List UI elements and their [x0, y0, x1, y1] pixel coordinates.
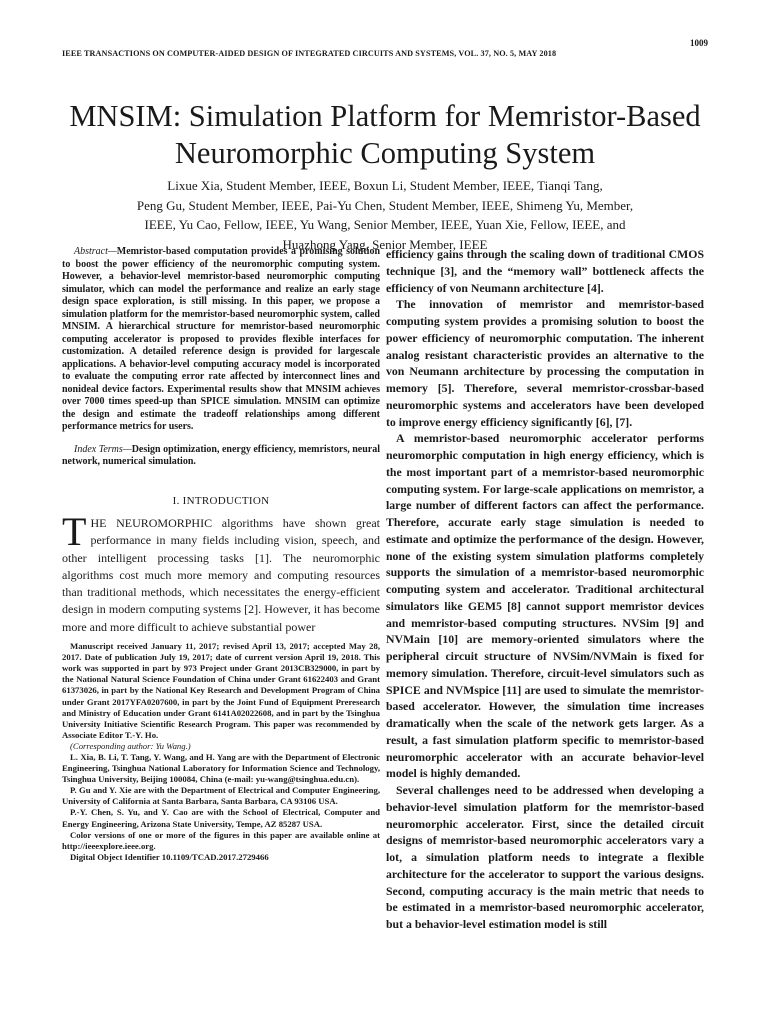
- index-terms-text: Design optimization, energy efficiency, memristors, neural network, numerical simulation.: [62, 443, 381, 467]
- journal-running-header: IEEE TRANSACTIONS ON COMPUTER-AIDED DESIGN OF INTEGRATED CIRCUITS AND SYSTEMS, VOL. 37, NO. 5, MAY 2018: [62, 49, 557, 58]
- body-paragraph: A memristor-based neuromorphic accelerator performs neuromorphic computation in high energy efficiency, which is the most important part of a memristor-based neuromorphic computing system. For large-scale applications on memristor, a large number of different factors can affect the performance. Therefore, accurate early stage simulation is needed to estimate and optimize the performance of the design. However, none of the existing system simulation platforms completely supports the simulation of a memristor-based neuromorphic computing system and accelerator. Traditional architectural simulators like GEM5 [8] cannot support memristor devices and memristor-based computing structures. NVSim [9] and NVMain [10] are memory-oriented simulators where the peripheral circuit structure of NVSim/NVMain is fixed for memory simulation. Therefore, circuit-level simulators such as SPICE and NVMspice [11] are used to simulate the memristor-based accelerator. However, the simulation time increases dramatically when the scale of the network gets larger. As a result, a fast simulation platform specific to memristor-based neuromorphic accelerator with an accurate behavior-level model is highly demanded.: [386, 431, 704, 781]
- intro-text: algorithms have shown great performance in many fields including vision, speech, and other intelligent processing tasks [1]. The neuromorphic algorithms cost much more memory and computing resources than traditional methods, which necessitates the energy-efficient design in modern computing systems [2]. However, it has become more and more difficult to achieve substantial power: [62, 516, 380, 634]
- doi-note: Digital Object Identifier 10.1109/TCAD.2017.2729466: [70, 851, 269, 862]
- intro-lead-words: HE NEUROMORPHIC: [90, 516, 213, 530]
- first-page-footnote: [62, 641, 380, 863]
- affiliation-note: P.-Y. Chen, S. Yu, and Y. Cao are with the School of Electrical, Computer and Energy Engineering, Arizona State University, Tempe, AZ 85287 USA.: [62, 807, 380, 829]
- section-heading-introduction: I. INTRODUCTION: [172, 494, 270, 507]
- author-line: IEEE, Yu Cao, Fellow, IEEE, Yu Wang, Senior Member, IEEE, Yuan Xie, Fellow, IEEE, and: [144, 217, 626, 233]
- affiliation-note: L. Xia, B. Li, T. Tang, Y. Wang, and H. Yang are with the Department of Electronic Engineering, Tsinghua National Laboratory for Information Science and Technology, Tsinghua University, Beijing 100084, China (e-mail: yu-wang@tsinghua.edu.cn).: [62, 752, 380, 785]
- abstract-text: Memristor-based computation provides a promising solution to boost the power efficiency of the neuromorphic computing system. However, a behavior-level memristor-based neuromorphic computing simulator, which can model the performance and realize an early stage design space exploration, is still missing. In this paper, we propose a simulation platform for the memristor-based neuromorphic system, called MNSIM. A hierarchical structure for memristor-based neuromorphic computing accelerator is proposed to provides flexible interfaces for customization. A detailed reference design is provided for largescale applications. A behavior-level computing accuracy model is incorporated to evaluate the computing error rate affected by interconnect lines and nonideal device factors. Experimental results show that MNSIM achieves over 7000 times speed-up than SPICE simulation. MNSIM can optimize the design and estimate the tradeoff relationships among different performance metrics for users.: [62, 246, 380, 432]
- corresponding-author: (Corresponding author: Yu Wang.): [70, 740, 191, 751]
- introduction-paragraph: [62, 509, 380, 636]
- left-column: [62, 246, 380, 863]
- color-versions-note: Color versions of one or more of the figures in this paper are available online at http://ieeexplore.ieee.org.: [62, 829, 380, 851]
- body-paragraph: Several challenges need to be addressed when developing a behavior-level simulation platform for the memristor-based neuromorphic accelerator. First, since the detailed circuit designs of memristor-based neuromorphic accelerators vary a lot, a simulation platform needs to integrate a flexible architecture for the accelerator to support the various designs. Second, computing accuracy is the main metric that needs to be estimated in a memristor-based neuromorphic accelerator, but a behavior-level estimation model is still: [386, 783, 704, 931]
- author-line: Peng Gu, Student Member, IEEE, Pai-Yu Chen, Student Member, IEEE, Shimeng Yu, Member,: [136, 197, 634, 213]
- author-list: [62, 176, 708, 254]
- author-line: Lixue Xia, Student Member, IEEE, Boxun Li, Student Member, IEEE, Tianqi Tang,: [167, 178, 603, 193]
- author-line: Huazhong Yang, Senior Member, IEEE: [282, 236, 488, 252]
- right-column: [386, 246, 704, 933]
- index-terms: [62, 444, 380, 469]
- abstract-label: Abstract—: [74, 246, 117, 257]
- affiliation-note: P. Gu and Y. Xie are with the Department of Electrical and Computer Engineering, University of California at Santa Barbara, Santa Barbara, CA 93106 USA.: [62, 785, 380, 807]
- index-terms-label: Index Terms—: [74, 443, 132, 455]
- drop-cap: T: [62, 509, 87, 554]
- page-number: 1009: [690, 38, 708, 48]
- body-paragraph: The innovation of memristor and memristor-based computing system provides a promising solution to boost the power efficiency of neuromorphic computation. The inherent analog resistant characteristic provides an alternative to the von Neumann architecture by processing the computation in memory [5]. Therefore, several memristor-crossbar-based neuromorphic systems and accelerators have been developed to improve energy efficiency significantly [6], [7].: [386, 297, 704, 429]
- manuscript-note: Manuscript received January 11, 2017; revised April 13, 2017; accepted May 28, 2017. Date of publication July 19, 2017; date of current version April 19, 2018. This work was supported in part by 973 Project under Grant 2013CB329000, in part by the National Natural Science Foundation of China under Grant 61622403 and Grant 61373026, in part by the National Key Research and Development Program of China under Grant 2017YFA0207600, in part by the Joint Fund of Equipment Preresearch and Ministry of Education under Grant 6141A02022608, and in part by the Tsinghua University Initiative Scientific Research Program. This paper was recommended by Associate Editor T.-Y. Ho.: [62, 641, 380, 740]
- abstract: [62, 246, 380, 434]
- paper-title: MNSIM: Simulation Platform for Memristor-Based Neuromorphic Computing System: [69, 99, 701, 170]
- body-paragraph: efficiency gains through the scaling down of traditional CMOS technique [3], and the “memory wall” bottleneck affects the efficiency of von Neumann architecture [4].: [386, 247, 704, 295]
